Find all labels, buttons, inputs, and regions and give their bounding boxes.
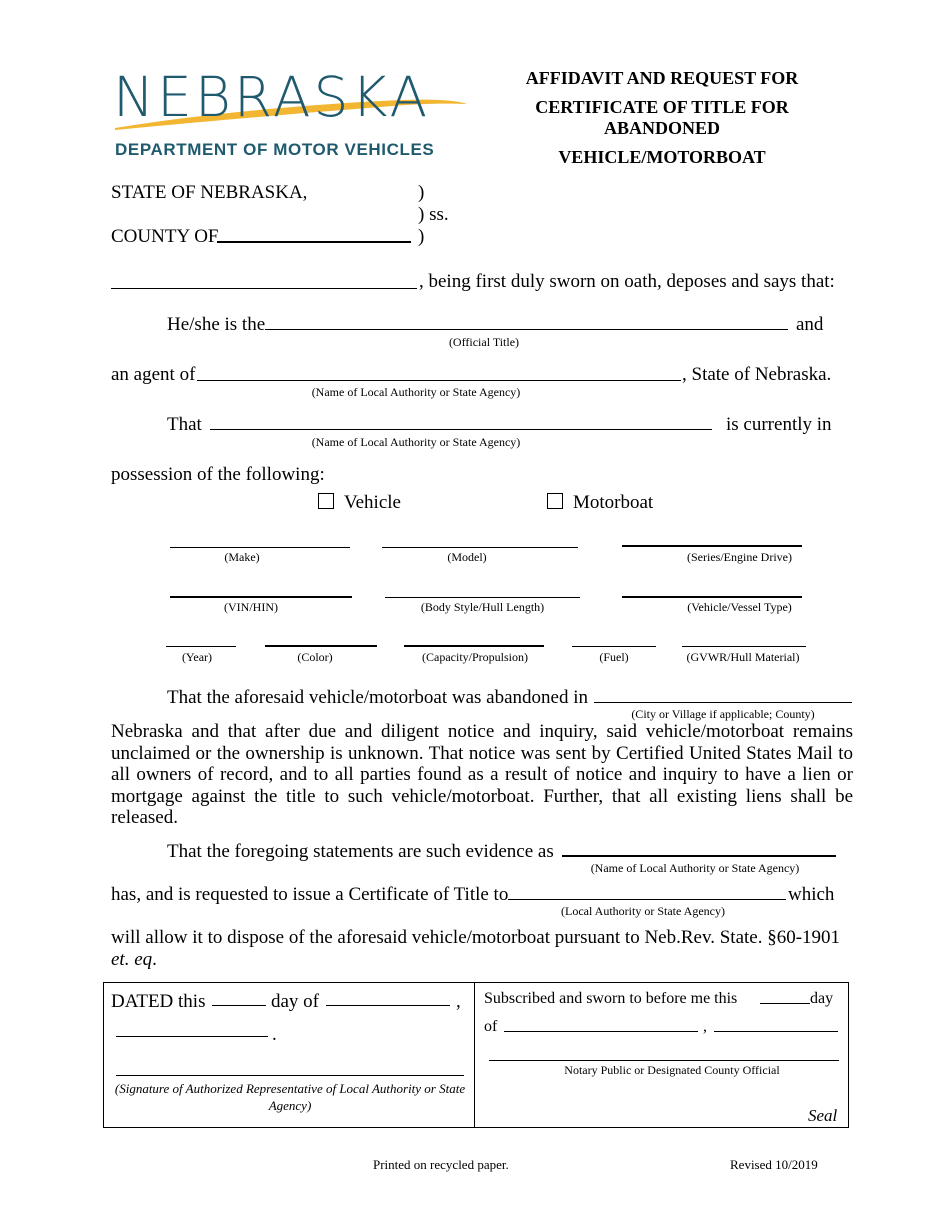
vin-hin-caption: (VIN/HIN) (224, 600, 278, 614)
year-field[interactable] (166, 646, 236, 647)
vehicle-checkbox-label: Vehicle (344, 492, 401, 513)
notary-of-label: of (484, 1018, 498, 1035)
capacity-propulsion-caption: (Capacity/Propulsion) (422, 650, 528, 664)
series-engine-drive-field[interactable] (622, 545, 802, 547)
motorboat-checkbox[interactable] (547, 492, 653, 514)
evidence-authority-field[interactable] (562, 855, 836, 857)
color-caption: (Color) (297, 650, 333, 664)
signature-table-divider (474, 982, 475, 1127)
et-eq-period: . (152, 949, 157, 970)
gvwr-hull-caption: (GVWR/Hull Material) (686, 650, 800, 664)
model-caption: (Model) (447, 550, 487, 564)
notary-caption: Notary Public or Designated County Official (564, 1063, 780, 1077)
make-field[interactable] (170, 547, 350, 548)
abandoned-statement-paragraph: Nebraska and that after due and diligent notice and inquiry, said vehicle/motorboat remains unclaimed or the ownership is unknown. That notice was sent by Certified United States Mail to all owners of record, and to all parties found as a result of notice and inquiry to have a lien or mortgage against the title to such vehicle/motorboat. Further, that all existing liens shall be released. (111, 721, 853, 829)
notary-year-field[interactable] (714, 1031, 838, 1032)
motorboat-checkbox-box[interactable] (547, 493, 563, 509)
an-agent-of-label: an agent of (111, 364, 196, 385)
official-title-caption: (Official Title) (448, 335, 520, 349)
he-she-is-the-label: He/she is the (167, 314, 266, 335)
logo-wordmark: NEBRASKA (113, 65, 431, 129)
evidence-authority-caption: (Name of Local Authority or State Agency) (590, 861, 800, 875)
county-field[interactable] (217, 241, 411, 243)
abandoned-location-field[interactable] (594, 702, 852, 703)
sworn-statement: , being first duly sworn on oath, deposes and says that: (419, 271, 835, 292)
notary-month-field[interactable] (504, 1031, 698, 1032)
affiant-name-field[interactable] (111, 288, 417, 289)
logo-department: DEPARTMENT OF MOTOR VEHICLES (115, 140, 435, 159)
venue-paren-bottom: ) (418, 226, 425, 247)
local-authority-caption: (Local Authority or State Agency) (561, 904, 725, 918)
dated-year-field[interactable] (116, 1036, 268, 1037)
dated-comma: , (456, 991, 461, 1012)
venue-paren-top: ) (418, 182, 425, 203)
et-eq-text: et. eq (111, 949, 153, 970)
fuel-field[interactable] (572, 646, 656, 647)
subscribed-sworn-label: Subscribed and sworn to before me this (484, 990, 738, 1007)
revision-date: Revised 10/2019 (730, 1157, 818, 1172)
vehicle-vessel-type-field[interactable] (622, 596, 802, 598)
form-title-line3: ABANDONED (603, 118, 720, 138)
state-of-nebraska-label: STATE OF NEBRASKA, (111, 182, 308, 203)
et-eq-line (111, 949, 157, 971)
county-of-label: COUNTY OF (111, 226, 219, 247)
gvwr-hull-field[interactable] (682, 646, 806, 647)
year-caption: (Year) (181, 650, 213, 664)
notary-comma: , (703, 1018, 707, 1035)
dated-day-field[interactable] (212, 1005, 266, 1006)
vehicle-vessel-type-caption: (Vehicle/Vessel Type) (687, 600, 792, 614)
possessor-authority-caption: (Name of Local Authority or State Agency) (311, 435, 521, 449)
body-style-field[interactable] (385, 597, 580, 598)
seal-label: Seal (808, 1106, 838, 1125)
color-field[interactable] (265, 645, 377, 647)
series-engine-drive-caption: (Series/Engine Drive) (687, 550, 792, 564)
possession-label: possession of the following: (111, 464, 325, 485)
dated-this-label: DATED this (111, 991, 206, 1012)
notary-signature-field[interactable] (489, 1060, 839, 1061)
venue-ss: ) ss. (418, 204, 449, 225)
vin-hin-field[interactable] (170, 596, 352, 598)
foregoing-statements-label: That the foregoing statements are such evidence as (167, 841, 554, 862)
and-label: and (796, 314, 824, 335)
issue-title-label: has, and is requested to issue a Certificate of Title to (111, 884, 509, 905)
make-caption: (Make) (224, 550, 260, 564)
dated-month-field[interactable] (326, 1005, 450, 1006)
dispose-statement: will allow it to dispose of the aforesaid vehicle/motorboat pursuant to Neb.Rev. State. §60-1901 (111, 927, 841, 948)
that-label: That (167, 414, 202, 435)
abandoned-location-caption: (City or Village if applicable; County) (631, 707, 815, 721)
nebraska-dmv-logo (111, 66, 473, 166)
dated-period: . (272, 1024, 277, 1045)
body-style-caption: (Body Style/Hull Length) (420, 600, 545, 614)
motorboat-checkbox-label: Motorboat (573, 492, 654, 513)
form-title-line4: VEHICLE/MOTORBOAT (558, 147, 766, 167)
signature-caption: (Signature of Authorized Representative of Local Authority or State Agency) (114, 1081, 466, 1113)
model-field[interactable] (382, 547, 578, 548)
agent-authority-caption: (Name of Local Authority or State Agency) (311, 385, 521, 399)
abandoned-in-label: That the aforesaid vehicle/motorboat was abandoned in (167, 687, 589, 708)
vehicle-checkbox-box[interactable] (318, 493, 334, 509)
capacity-propulsion-field[interactable] (404, 645, 544, 647)
official-title-field[interactable] (265, 329, 788, 330)
possessor-authority-field[interactable] (210, 429, 712, 430)
fuel-caption: (Fuel) (599, 650, 629, 664)
form-title-line1: AFFIDAVIT AND REQUEST FOR (525, 68, 799, 88)
agent-of-authority-field[interactable] (197, 380, 681, 381)
form-title-line2: CERTIFICATE OF TITLE FOR (535, 97, 789, 117)
notary-day-label: day (810, 990, 834, 1007)
day-of-label: day of (271, 991, 320, 1012)
state-of-nebraska-suffix: , State of Nebraska. (682, 364, 832, 385)
vehicle-checkbox[interactable] (318, 492, 401, 514)
is-currently-in-label: is currently in (726, 414, 832, 435)
recycled-paper-note: Printed on recycled paper. (373, 1157, 509, 1172)
which-label: which (788, 884, 835, 905)
authorized-signature-field[interactable] (116, 1075, 464, 1076)
issue-title-to-field[interactable] (508, 899, 786, 900)
notary-day-field[interactable] (760, 1003, 810, 1004)
